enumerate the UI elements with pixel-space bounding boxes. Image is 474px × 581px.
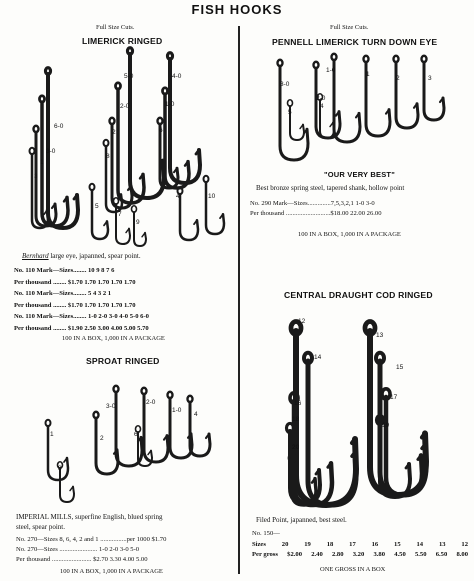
central-price-cell: $2.00 xyxy=(287,551,302,558)
sproat-desc-2: steel, spear point. xyxy=(16,523,65,531)
limerick-price-row: No. 110 Mark—Sizes........ 10 9 8 7 6 xyxy=(14,267,115,274)
hook-drawing xyxy=(290,106,304,140)
hook-size-label: 14 xyxy=(314,354,322,361)
sproat-price-row: No. 270—Sizes ....................... 1-0 2-0 3-0 5-0 xyxy=(16,546,140,553)
hook-size-label: 18 xyxy=(292,416,300,423)
pennell-price-row: Per thousand ...........................$18.00 22.00 26.00 xyxy=(250,210,382,217)
hook-eye xyxy=(116,83,121,90)
page-title: FISH HOOKS xyxy=(191,2,283,17)
hook-size-label: 2-0 xyxy=(146,399,156,406)
sproat-price-row: Per thousand ........................ $2.70 3.30 4.00 5.00 xyxy=(16,556,148,563)
central-size-cell: 16 xyxy=(371,541,379,548)
hook-eye xyxy=(382,389,390,399)
central-price-cell: 2.80 xyxy=(331,551,344,558)
central-no: No. 150— xyxy=(252,530,280,537)
hook-size-label: 5-0 xyxy=(124,73,134,80)
hook-size-label: 3-0 xyxy=(46,148,56,155)
central-price-cell: 5.50 xyxy=(414,551,427,558)
hook-size-label: 15 xyxy=(396,364,404,371)
hook-size-label: 9 xyxy=(136,219,140,226)
full-size-cuts-left: Full Size Cuts. xyxy=(96,24,135,31)
hook-barb xyxy=(422,433,425,437)
central-hooks-illustration xyxy=(270,305,470,510)
central-price-cell: 2.40 xyxy=(311,551,323,558)
hook-size-label: 2 xyxy=(100,435,104,442)
pennell-pack-note: 100 IN A BOX, 1,000 IN A PACKAGE xyxy=(298,231,401,238)
hook-size-label: 10 xyxy=(208,193,216,200)
central-prices-row xyxy=(252,551,468,558)
hook-size-label: 4 xyxy=(176,193,180,200)
pennell-description: Best bronze spring steel, tapered shank, hollow point xyxy=(256,184,405,192)
hook-size-label: 2 xyxy=(396,75,400,82)
limerick-desc-text: large eye, japanned, spear point. xyxy=(50,252,141,260)
central-size-cell: 18 xyxy=(326,541,334,548)
hook-eye xyxy=(287,423,294,432)
central-size-cell: 12 xyxy=(461,541,468,548)
central-size-cell: 14 xyxy=(416,541,424,548)
sproat-desc-1: IMPERIAL MILLS, superfine English, blued spring xyxy=(16,513,163,521)
limerick-price-table xyxy=(14,265,149,334)
hook-eye xyxy=(94,412,99,419)
limerick-pack-note: 100 IN A BOX, 1,000 IN A PACKAGE xyxy=(62,335,165,342)
limerick-price-row: Per thousand ........ $1.70 1.70 1.70 1.70 1.70 xyxy=(14,278,136,286)
hook-eye xyxy=(114,386,119,393)
hook-size-label: 4 xyxy=(320,103,324,110)
hook-size-label: 3-0 xyxy=(106,403,116,410)
sproat-price-table xyxy=(16,535,166,565)
hook-size-label: 19 xyxy=(382,422,390,429)
limerick-brand-mark: Bernhard xyxy=(22,252,49,260)
limerick-title: LIMERICK RINGED xyxy=(82,36,163,46)
limerick-price-row: Per thousand ........ $1.70 1.70 1.70 1.70 1.70 xyxy=(14,301,136,309)
limerick-description xyxy=(22,252,141,260)
limerick-price-row: No. 110 Mark—Sizes........ 1-0 2-0 3-0 4-0 5-0 6-0 xyxy=(14,313,149,320)
hook-size-label: 1-0 xyxy=(172,407,182,414)
hook-size-label: 4 xyxy=(194,411,198,418)
hook-size-label: 8 xyxy=(106,153,110,160)
hook-drawing xyxy=(386,397,422,495)
hook-size-label: 4-0 xyxy=(172,73,182,80)
hook-eye xyxy=(46,420,51,427)
hook-eye xyxy=(104,140,109,147)
hook-eye xyxy=(110,118,115,125)
central-price-cell: 4.50 xyxy=(394,551,406,558)
hook-size-label: 17 xyxy=(390,394,398,401)
limerick-price-row: Per thousand ........ $1.90 2.50 3.00 4.00 5.00 5.70 xyxy=(14,324,149,332)
hook-eye xyxy=(204,176,209,183)
hook-size-label: 1-0 xyxy=(165,101,175,108)
hook-eye xyxy=(168,392,173,399)
central-pack-note: ONE GROSS IN A BOX xyxy=(320,566,386,573)
full-size-cuts-right: Full Size Cuts. xyxy=(330,24,369,31)
hook-size-label: 5 xyxy=(288,109,292,116)
hook-eye xyxy=(394,56,399,63)
hook-eye xyxy=(34,126,39,133)
hook-drawing xyxy=(134,212,146,246)
hook-eye xyxy=(422,56,427,63)
hook-eye xyxy=(30,148,35,155)
hook-drawing xyxy=(180,194,198,240)
hook-size-label: 7 xyxy=(118,211,122,218)
hook-size-label: 6-0 xyxy=(54,123,64,130)
hook-eye xyxy=(142,388,147,395)
hook-size-label: 2-0 xyxy=(120,103,130,110)
central-size-cell: 13 xyxy=(438,541,446,548)
hook-drawing xyxy=(396,62,418,128)
hook-eye xyxy=(90,184,95,191)
hook-eye xyxy=(40,96,45,103)
hook-eye xyxy=(158,118,163,125)
hook-eye xyxy=(46,68,51,75)
hook-eye xyxy=(364,56,369,63)
hook-size-label: 5 xyxy=(95,203,99,210)
hook-eye xyxy=(128,48,133,55)
central-price-cell: 3.20 xyxy=(352,551,365,558)
hook-size-label: 6 xyxy=(134,431,138,438)
central-price-cell: 6.50 xyxy=(435,551,448,558)
pennell-price-row: No. 290 Mark—Sizes..............7,5,3,2,1 1-0 3-0 xyxy=(250,200,375,207)
limerick-hooks-illustration xyxy=(20,48,250,248)
central-sizes-row xyxy=(252,541,468,548)
hook-eye xyxy=(314,62,319,69)
sproat-title: SPROAT RINGED xyxy=(86,356,160,366)
central-price-label: Per gross xyxy=(252,551,278,558)
central-size-cell: 17 xyxy=(349,541,356,548)
hook-size-label: 8 xyxy=(58,465,62,472)
pennell-price-table xyxy=(250,199,382,219)
hook-eye xyxy=(188,396,193,403)
sproat-pack-note: 100 IN A BOX, 1,000 IN A PACKAGE xyxy=(60,568,163,575)
hook-barb xyxy=(352,452,355,456)
hook-drawing xyxy=(424,62,444,120)
hook-size-label: 20 xyxy=(292,444,300,451)
hook-size-label: 3 xyxy=(34,173,38,180)
hook-size-label: 16 xyxy=(294,400,302,407)
hook-size-label: 1 xyxy=(40,159,44,166)
pennell-hooks-illustration xyxy=(262,50,472,165)
hook-barb xyxy=(422,444,425,448)
limerick-price-row: No. 110 Mark—Sizes........ 5 4 3 2 1 xyxy=(14,290,112,297)
hook-size-label: 6 xyxy=(159,127,163,134)
hook-size-label: 3-0 xyxy=(280,81,290,88)
sproat-hooks-illustration xyxy=(20,372,240,512)
sproat-price-row: No. 270—Sizes 8, 6, 4, 2 and 1 ................per 1000 $1.70 xyxy=(16,536,167,543)
hook-eye xyxy=(376,353,384,363)
hook-size-label: 1 xyxy=(50,431,54,438)
hook-eye xyxy=(332,54,337,61)
hook-size-label: 13 xyxy=(376,332,384,339)
hook-eye xyxy=(163,88,168,95)
central-size-cell: 20 xyxy=(281,541,289,548)
hook-size-label: 1 xyxy=(366,71,370,78)
central-price-cell: 8.00 xyxy=(456,551,468,558)
hook-drawing xyxy=(206,182,224,234)
central-size-cell: 19 xyxy=(304,541,311,548)
central-title: CENTRAL DRAUGHT COD RINGED xyxy=(284,290,433,300)
hook-eye xyxy=(304,353,312,363)
hook-size-label: 12 xyxy=(298,318,306,325)
hook-barb xyxy=(352,439,355,443)
pennell-tagline: "OUR VERY BEST" xyxy=(324,170,395,179)
central-size-label: Sizes xyxy=(252,541,266,548)
central-price-cell: 3.80 xyxy=(373,551,385,558)
central-description: Filed Point, japanned, best steel. xyxy=(256,516,347,524)
hook-size-label: 3 xyxy=(428,75,432,82)
central-size-cell: 15 xyxy=(394,541,401,548)
hook-eye xyxy=(278,60,283,67)
pennell-title: PENNELL LIMERICK TURN DOWN EYE xyxy=(272,37,438,47)
hook-size-label: 2 xyxy=(112,129,116,136)
hook-size-label: 1-0 xyxy=(326,67,336,74)
hook-size-label: 2-0 xyxy=(316,95,326,102)
hook-eye xyxy=(168,53,173,60)
